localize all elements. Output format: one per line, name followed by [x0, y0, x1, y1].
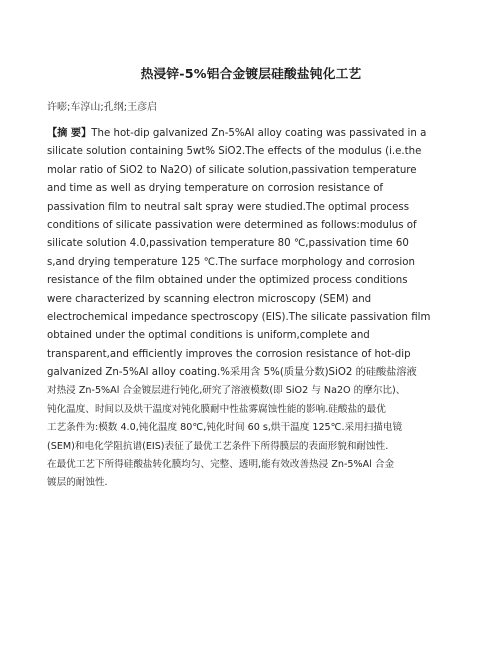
abstract-line — [47, 125, 467, 143]
abstract-line: obtained under the optimal conditions is uniform,complete and — [47, 330, 370, 342]
abstract-line: 对热浸 Zn-5%Al 合金镀层进行钝化,研究了溶液模数(即 SiO2 与 Na2O 的摩尔比)、 — [47, 385, 406, 397]
abstract-line: (SEM)和电化学阻抗谱(EIS)表征了最优工艺条件下所得膜层的表面形貌和耐蚀性. — [47, 440, 389, 452]
abstract-line: 钝化温度、时间以及烘干温度对钝化膜耐中性盐雾腐蚀性能的影响.硅酸盐的最优 — [47, 403, 386, 415]
abstract-line: and time as well as drying temperature on corrosion resistance of — [47, 183, 384, 195]
abstract-line: 镀层的耐蚀性. — [47, 477, 108, 489]
abstract-line: galvanized Zn-5%Al alloy coating.%采用含 5%(质量分数)SiO2 的硅酸盐溶液 — [47, 367, 417, 379]
abstract-line: s,and drying temperature 125 ℃.The surface morphology and corrosion — [47, 256, 415, 268]
abstract-line: conditions of silicate passivation were determined as follows:modulus of — [47, 219, 417, 231]
abstract-line: were characterized by scanning electron microscopy (SEM) and — [47, 293, 372, 305]
abstract-line: 在最优工艺下所得硅酸盐转化膜均匀、完整、透明,能有效改善热浸 Zn-5%Al 合金 — [47, 459, 395, 471]
abstract-line: electrochemical impedance spectroscopy (EIS).The silicate passivation film — [47, 311, 431, 323]
abstract-line: silicate solution containing 5wt% SiO2.The effects of the modulus (i.e.the — [47, 146, 422, 158]
abstract-line-text: The hot-dip galvanized Zn-5%Al alloy coating was passivated in a — [91, 128, 427, 139]
abstract-line: 工艺条件为:模数 4.0,钝化温度 80℃,钝化时间 60 s,烘干温度 125℃.采用扫描电镜 — [47, 422, 403, 434]
abstract-line: passivation film to neutral salt spray were studied.The optimal process — [47, 201, 410, 213]
abstract-line: transparent,and efficiently improves the corrosion resistance of hot-dip — [47, 348, 411, 360]
abstract-tag: 【摘 要】 — [47, 128, 92, 139]
abstract-line: molar ratio of SiO2 to Na2O) of silicate solution,passivation temperature — [47, 164, 417, 176]
abstract-block — [47, 125, 467, 493]
abstract-line: resistance of the film obtained under the optimized process conditions — [47, 275, 408, 287]
document-authors: 许嘭;车淳山;孔纲;王彦启 — [47, 102, 158, 113]
document-title: 热浸锌-5%铝合金镀层硅酸盐钝化工艺 — [140, 66, 362, 81]
abstract-line: silicate solution 4.0,passivation temperature 80 ℃,passivation time 60 — [47, 238, 409, 250]
